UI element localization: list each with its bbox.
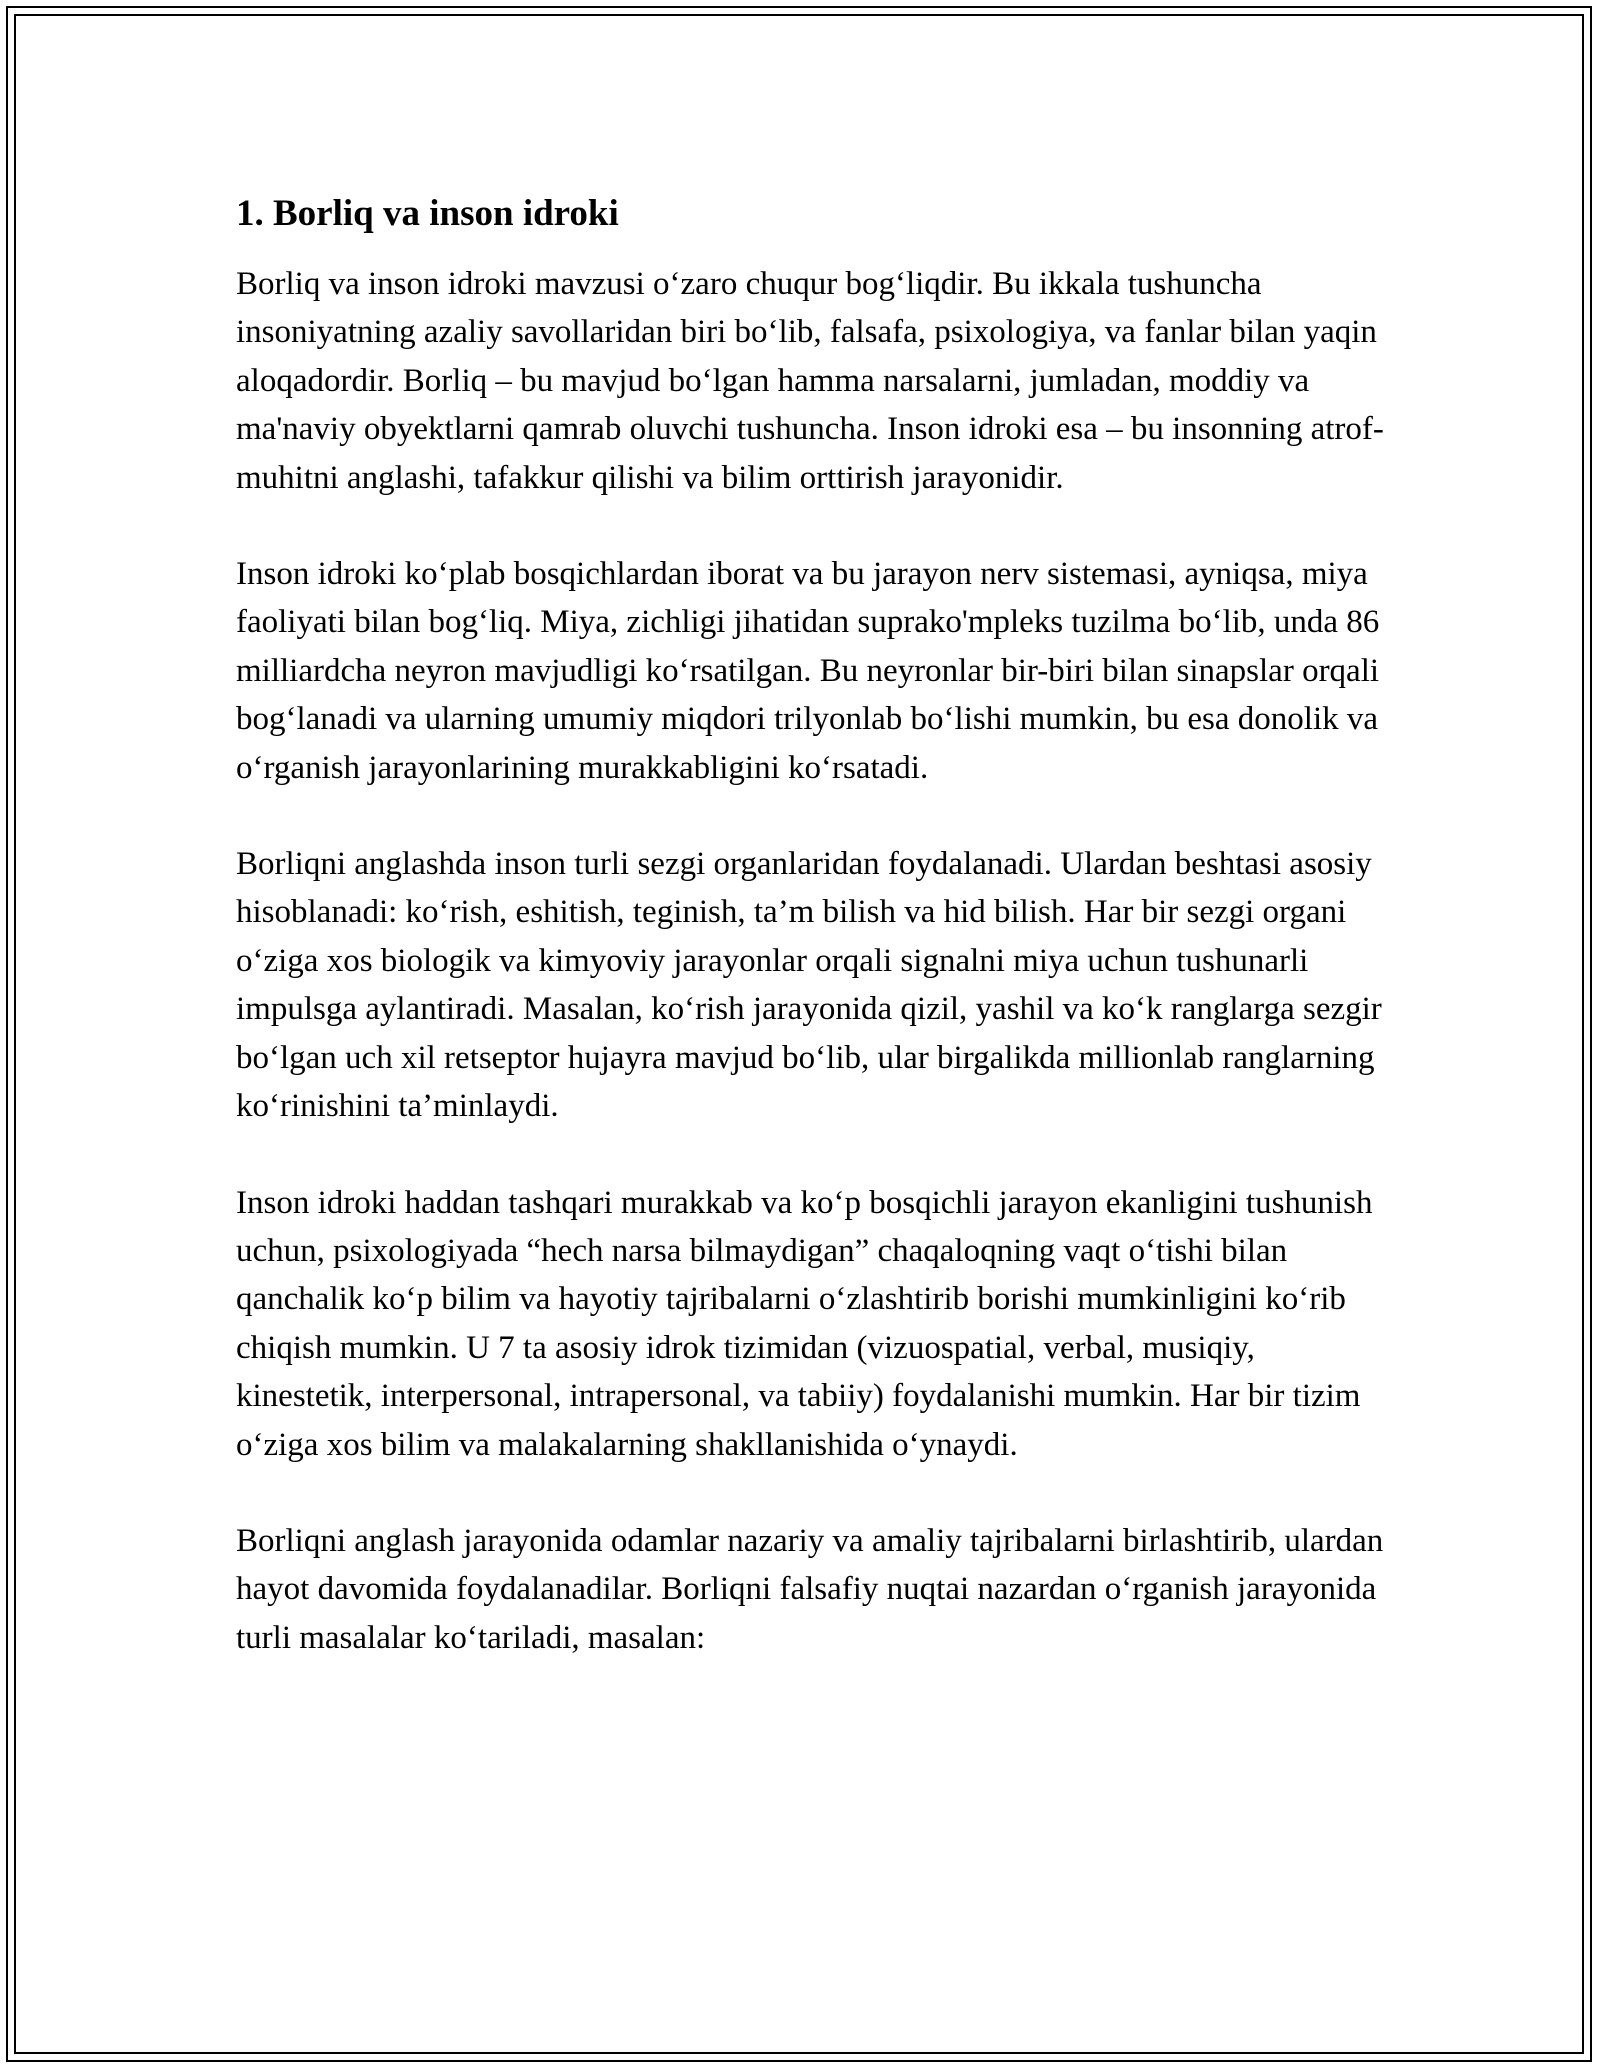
- paragraph-2: Inson idroki ko‘plab bosqichlardan iborat va bu jarayon nerv sistemasi, ayniqsa, miya faoliyati bilan bog‘liq. Miya, zichligi jihatidan suprako'mpleks tuzilma bo‘lib, unda 86 milliardcha neyron mavjudligi ko‘rsatilgan. Bu neyronlar bir-biri bilan sinapslar orqali bog‘lanadi va ularning umumiy miqdori trilyonlab bo‘lishi mumkin, bu esa donolik va o‘rganish jarayonlarining murakkabligini ko‘rsatadi.: [236, 556, 1380, 786]
- paragraph-1: Borliq va inson idroki mavzusi o‘zaro chuqur bog‘liqdir. Bu ikkala tushuncha insoniyatning azaliy savollaridan biri bo‘lib, falsafa, psixologiya, va fanlar bilan yaqin aloqadordir. Borliq – bu mavjud bo‘lgan hamma narsalarni, jumladan, moddiy va ma'naviy obyektlarni qamrab oluvchi tushuncha. Inson idroki esa – bu insonning atrof-muhitni anglashi, tafakkur qilishi va bilim orttirish jarayonidir.: [236, 266, 1384, 496]
- paragraph-4: Inson idroki haddan tashqari murakkab va ko‘p bosqichli jarayon ekanligini tushunish uchun, psixologiyada “hech narsa bilmaydigan” chaqaloqning vaqt o‘tishi bilan qanchalik ko‘p bilim va hayotiy tajribalarni o‘zlashtirib borishi mumkinligini ko‘rib chiqish mumkin. U 7 ta asosiy idrok tizimidan (vizuospatial, verbal, musiqiy, kinestetik, interpersonal, intrapersonal, va tabiiy) foydalanishi mumkin. Har bir tizim o‘ziga xos bilim va malakalarning shakllanishida o‘ynaydi.: [236, 1184, 1373, 1463]
- paragraph-5: Borliqni anglash jarayonida odamlar nazariy va amaliy tajribalarni birlashtirib, ulardan hayot davomida foydalanadilar. Borliqni falsafiy nuqtai nazardan o‘rganish jarayonida turli masalalar ko‘tariladi, masalan:: [236, 1522, 1384, 1656]
- document-body: [236, 190, 1386, 1710]
- paragraph-3: Borliqni anglashda inson turli sezgi organlaridan foydalanadi. Ulardan beshtasi asosiy hisoblanadi: ko‘rish, eshitish, teginish, ta’m bilish va hid bilish. Har bir sezgi organi o‘ziga xos biologik va kimyoviy jarayonlar orqali signalni miya uchun tushunarli impulsga aylantiradi. Masalan, ko‘rish jarayonida qizil, yashil va ko‘k ranglarga sezgir bo‘lgan uch xil retseptor hujayra mavjud bo‘lib, ular birgalikda millionlab ranglarning ko‘rinishini ta’minlaydi.: [236, 846, 1382, 1125]
- section-heading: 1. Borliq va inson idroki: [236, 193, 619, 234]
